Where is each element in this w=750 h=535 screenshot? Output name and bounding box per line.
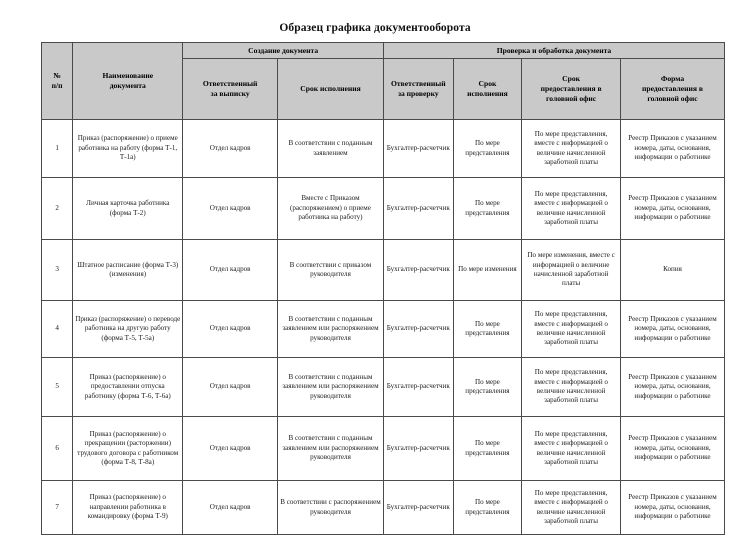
cell-term-issue: В соответствии с поданным заявлением: [277, 120, 383, 178]
cell-row-number: 2: [42, 178, 73, 240]
cell-document-name: Приказ (распоряжение) о предоставлении отпуска работнику (форма Т-6, Т-6а): [73, 358, 183, 417]
cell-responsible-issue: Отдел кадров: [183, 301, 278, 358]
cell-document-name: Личная карточка работника (форма Т-2): [73, 178, 183, 240]
cell-form-head-office: Реестр Приказов с указанием номера, даты, основания, информации о работнике: [620, 417, 724, 481]
cell-term-issue: В соответствии с поданным заявлением или распоряжением руководителя: [277, 417, 383, 481]
table-row: [42, 358, 725, 417]
table-row: [42, 301, 725, 358]
table-body: [42, 120, 725, 535]
column-header-number-line1: №: [53, 71, 61, 81]
cell-term-issue: В соответствии с распоряжением руководителя: [277, 481, 383, 535]
column-header-number: [42, 43, 73, 120]
cell-responsible-issue: Отдел кадров: [183, 481, 278, 535]
cell-term-issue: В соответствии с поданным заявлением или распоряжением руководителя: [277, 358, 383, 417]
table-header: [42, 43, 725, 120]
column-header-responsible-check-line2: за проверку: [397, 89, 439, 98]
column-header-document-name: [73, 43, 183, 120]
column-header-responsible-check-line1: Ответственный: [391, 79, 446, 89]
table-row: [42, 417, 725, 481]
cell-row-number: 1: [42, 120, 73, 178]
cell-form-head-office: Реестр Приказов с указанием номера, даты, основания, информации о работнике: [620, 481, 724, 535]
cell-term-head-office: По мере изменения, вместе с информацией о величине начисленной заработной платы: [522, 240, 621, 301]
cell-term-check: По мере представления: [453, 301, 522, 358]
column-header-term-head-office-line3: головной офис: [546, 93, 597, 103]
table-row: [42, 481, 725, 535]
column-header-term-check-line1: Срок: [478, 79, 497, 89]
cell-responsible-check: Бухгалтер-расчетчик: [383, 417, 453, 481]
schedule-table-container: [41, 42, 725, 535]
column-header-responsible-check: [383, 59, 453, 120]
cell-term-check: По мере представления: [453, 178, 522, 240]
column-header-responsible-issue-line1: Ответственный: [202, 79, 258, 89]
column-header-document-name-line1: Наименование: [102, 71, 154, 81]
cell-responsible-check: Бухгалтер-расчетчик: [383, 358, 453, 417]
cell-responsible-check: Бухгалтер-расчетчик: [383, 240, 453, 301]
cell-row-number: 3: [42, 240, 73, 301]
column-header-form-head-office-line1: Форма: [660, 74, 685, 84]
cell-term-issue: В соответствии с поданным заявлением или распоряжением руководителя: [277, 301, 383, 358]
cell-row-number: 7: [42, 481, 73, 535]
column-header-form-head-office-line2: предоставления в: [641, 84, 703, 94]
cell-term-check: По мере представления: [453, 417, 522, 481]
cell-responsible-issue: Отдел кадров: [183, 120, 278, 178]
cell-term-head-office: По мере представления, вместе с информацией о величине начисленной заработной платы: [522, 178, 621, 240]
cell-term-check: По мере представления: [453, 481, 522, 535]
cell-responsible-issue: Отдел кадров: [183, 417, 278, 481]
column-header-term-head-office-line1: Срок: [562, 74, 581, 84]
column-header-form-head-office: [620, 59, 724, 120]
cell-responsible-check: Бухгалтер-расчетчик: [383, 481, 453, 535]
cell-responsible-issue: Отдел кадров: [183, 358, 278, 417]
cell-term-head-office: По мере представления, вместе с информацией о величине начисленной заработной платы: [522, 481, 621, 535]
cell-term-head-office: По мере представления, вместе с информацией о величине начисленной заработной платы: [522, 120, 621, 178]
cell-term-check: По мере представления: [453, 358, 522, 417]
column-header-document-name-line2: документа: [109, 81, 146, 90]
column-header-term-head-office-line2: предоставления в: [540, 84, 602, 94]
group-header-document-check-and-processing: Проверка и обработка документа: [383, 43, 724, 59]
column-header-responsible-issue-line2: за выписку: [210, 89, 250, 98]
cell-term-check: По мере изменения: [453, 240, 522, 301]
group-header-document-creation: Создание документа: [183, 43, 384, 59]
cell-term-head-office: По мере представления, вместе с информацией о величине начисленной заработной платы: [522, 417, 621, 481]
cell-responsible-issue: Отдел кадров: [183, 240, 278, 301]
column-header-responsible-issue: [183, 59, 278, 120]
cell-form-head-office: Реестр Приказов с указанием номера, даты, основания, информации о работнике: [620, 358, 724, 417]
cell-row-number: 5: [42, 358, 73, 417]
cell-term-head-office: По мере представления, вместе с информацией о величине начисленной заработной платы: [522, 358, 621, 417]
cell-row-number: 4: [42, 301, 73, 358]
page-title: Образец графика документооборота: [279, 22, 471, 34]
table-row: [42, 178, 725, 240]
column-header-form-head-office-line3: головной офис: [647, 93, 698, 103]
cell-document-name: Приказ (распоряжение) о направлении работника в командировку (форма Т-9): [73, 481, 183, 535]
cell-term-issue: Вместе с Приказом (распоряжением) о приеме работника на работу): [277, 178, 383, 240]
column-header-term-head-office: [522, 59, 621, 120]
cell-responsible-check: Бухгалтер-расчетчик: [383, 301, 453, 358]
cell-term-head-office: По мере представления, вместе с информацией о величине начисленной заработной платы: [522, 301, 621, 358]
cell-row-number: 6: [42, 417, 73, 481]
cell-form-head-office: Реестр Приказов с указанием номера, даты, основания, информации о работнике: [620, 301, 724, 358]
cell-term-issue: В соответствии с приказом руководителя: [277, 240, 383, 301]
cell-term-check: По мере представления: [453, 120, 522, 178]
cell-responsible-check: Бухгалтер-расчетчик: [383, 178, 453, 240]
cell-document-name: Приказ (распоряжение) о переводе работника на другую работу (форма Т-5, Т-5а): [73, 301, 183, 358]
column-header-term-issue: Срок исполнения: [277, 59, 383, 120]
cell-responsible-issue: Отдел кадров: [183, 178, 278, 240]
cell-document-name: Штатное расписание (форма Т-3) (изменения): [73, 240, 183, 301]
column-header-number-line2: п/п: [51, 81, 63, 90]
table-header-group-row: [42, 43, 725, 59]
table-row: [42, 120, 725, 178]
column-header-term-check-line2: исполнения: [467, 89, 508, 98]
cell-form-head-office: Копия: [620, 240, 724, 301]
cell-document-name: Приказ (распоряжение) о приеме работника на работу (форма Т-1, Т-1а): [73, 120, 183, 178]
cell-responsible-check: Бухгалтер-расчетчик: [383, 120, 453, 178]
document-flow-schedule-table: [41, 42, 725, 535]
cell-form-head-office: Реестр Приказов с указанием номера, даты, основания, информации о работнике: [620, 120, 724, 178]
cell-form-head-office: Реестр Приказов с указанием номера, даты, основания, информации о работнике: [620, 178, 724, 240]
cell-document-name: Приказ (распоряжение) о прекращении (расторжении) трудового договора с работником (форма Т-8, Т-8а): [73, 417, 183, 481]
column-header-term-check: [453, 59, 522, 120]
table-row: [42, 240, 725, 301]
